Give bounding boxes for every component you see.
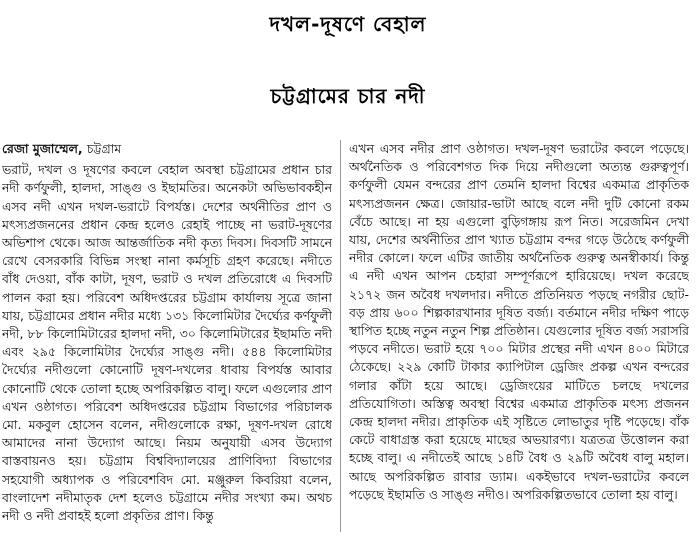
headline-line-2: চট্টগ্রামের চার নদী bbox=[270, 84, 426, 108]
column-left-text: ভরাট, দখল ও দূষণের কবলে বেহাল অবস্থা চট্টগ্রামের প্রধান চার নদী কর্ণফুলী, হালদা, সাঙ্গু ও ইছামতির। অনেকটা অভিভাবকহীন এসব নদী এখন দখল-ভরাটে বিপর্যস্ত। দেশের অর্থনীতির প্রাণ ও মৎস্যপ্রজননের প্রধান কেন্দ্র হলেও রেহাই পাচ্ছে না ভরাট-দূষণের অভিশাপ থেকে। আজ আন্তর্জাতিক নদী কৃত্য দিবস। দিবসটি সামনে রেখে বেসরকারি বিভিন্ন সংস্থা নানা কর্মসূচি গ্রহণ করেছে। নদীতে বাঁধ দেওয়া, বাঁক কাটা, দূষণ, ভরাট ও দখল প্রতিরোধে এ দিবসটি পালন করা হয়। পরিবেশ অধিদপ্তরের চট্টগ্রাম কার্যালয় সূত্রে জানা যায়, চট্টগ্রামের প্রধান নদীর মধ্যে ১৩১ কিলোমিটার দৈর্ঘ্যের কর্ণফুলী নদী, ৮৮ কিলোমিটারের হালদা নদী, ৩০ কিলোমিটারের ইছামতি নদী এবং ২৯৫ কিলোমিটার দৈর্ঘ্যের সাঙ্গু নদী। ৫৪৪ কিলোমিটার দৈর্ঘ্যের নদীগুলো কোনোটি দূষণ-দখলের ধাবায় বিপর্যস্ত আবার কোনোটি থেকে তোলা হচ্ছে অপরিকল্পিত বালু। ফলে এগুলোর প্রাণ এখন ওষ্ঠাগত। পরিবেশ অধিদপ্তরের চট্টগ্রাম বিভাগের পরিচালক মো. মকবুল হোসেন বলেন, নদীগুলোকে রক্ষা, দূষণ-দখল রোধে আমাদের নানা উদ্যোগ আছে। নিয়ম অনুযায়ী এসব উদ্যোগ বাস্তবায়নও হয়। চট্টগ্রাম বিশ্ববিদ্যালয়ের প্রাণিবিদ্যা বিভাগের সহযোগী অধ্যাপক ও পরিবেশবিদ মো. মঞ্জুরুল কিবরিয়া বলেন, বাংলাদেশ নদীমাতৃক দেশ হলেও চট্টগ্রামে নদীর সংখ্যা কম। অথচ নদী ও নদী প্রবাহই হলো প্রকৃতির প্রাণ। কিন্তু bbox=[2, 162, 332, 524]
article-column-right bbox=[349, 140, 689, 532]
column-divider bbox=[340, 140, 341, 532]
column-right-text: এখন এসব নদীর প্রাণ ওষ্ঠাগত। দখল-দূষণ ভরাটের কবলে পড়েছে। অর্থনৈতিক ও পরিবেশগত দিক দিয়ে নদীগুলো অত্যন্ত গুরুত্বপূর্ণ। কর্ণফুলী যেমন বন্দরের প্রাণ তেমনি হালদা বিশ্বের একমাত্র প্রাকৃতিক মৎস্যপ্রজনন ক্ষেত্র। জোয়ার-ভাটা আছে বলে নদী দুটি কোনো রকম বেঁচে আছে। না হয় এগুলো বুড়িগঙ্গায় রূপ নিত। সরেজমিন দেখা যায়, দেশের অর্থনীতির প্রাণ খ্যাত চট্টগ্রাম বন্দর গড়ে উঠেছে কর্ণফুলী নদীর কোলে। ফলে এটির জাতীয় অর্থনৈতিক গুরুত্ব অনস্বীকার্য। কিন্তু এ নদী এখন আপন চেহারা সম্পূর্ণরূপে হারিয়েছে। দখল করেছে ২১৭২ জন অবৈধ দখলদার। নদীতে প্রতিনিয়ত পড়ছে নগরীর ছোট-বড় প্রায় ৬০০ শিল্পকারখানার দূষিত বর্জ্য। বর্তমানে নদীর দক্ষিণ পাড়ে স্থাপিত হচ্ছে নতুন নতুন শিল্প প্রতিষ্ঠান। যেগুলোর দূষিত বর্জ্য সরাসরি পড়বে নদীতে। ভরাট হয়ে ৭০০ মিটার প্রস্থের নদী এখন ৪০০ মিটারে ঠেকেছে। ২২৯ কোটি টাকার ক্যাপিটাল ড্রেজিং প্রকল্প এখন বন্দরের গলার কাঁটা হয়ে আছে। ড্রেজিংয়ের মাটিতে চলছে দখলের প্রতিযোগিতা। অস্তিত্ব অবস্থা বিশ্বের একমাত্র প্রাকৃতিক মৎস্য প্রজনন কেন্দ্র হালদা নদীর। প্রাকৃতিক এই সৃষ্টিতে লোভাতুর দৃষ্টি পড়েছে। বাঁক কেটে বাধাগ্রস্ত করা হয়েছে মাছের অভয়ারণ্য। যত্রতত্র উত্তোলন করা হচ্ছে বালু। এ নদীতেই আছে ১৪টি বৈধ ও ২৯টি অবৈধ বালু মহাল। আছে অপরিকল্পিত রাবার ড্যাম। একইভাবে দখল-ভরাটের কবলে পড়েছে ইছামতি ও সাঙ্গু নদীও। অপরিকল্পিতভাবে তোলা হয় বালু। bbox=[349, 141, 689, 502]
byline-author: রেজা মুজাম্মেল bbox=[2, 141, 78, 156]
headline-line-1: দখল-দূষণে বেহাল bbox=[269, 12, 427, 36]
article-column-left bbox=[2, 140, 332, 532]
byline: রেজা মুজাম্মেল, চট্টগ্রাম bbox=[2, 141, 122, 156]
byline-place: চট্টগ্রাম bbox=[86, 141, 122, 156]
